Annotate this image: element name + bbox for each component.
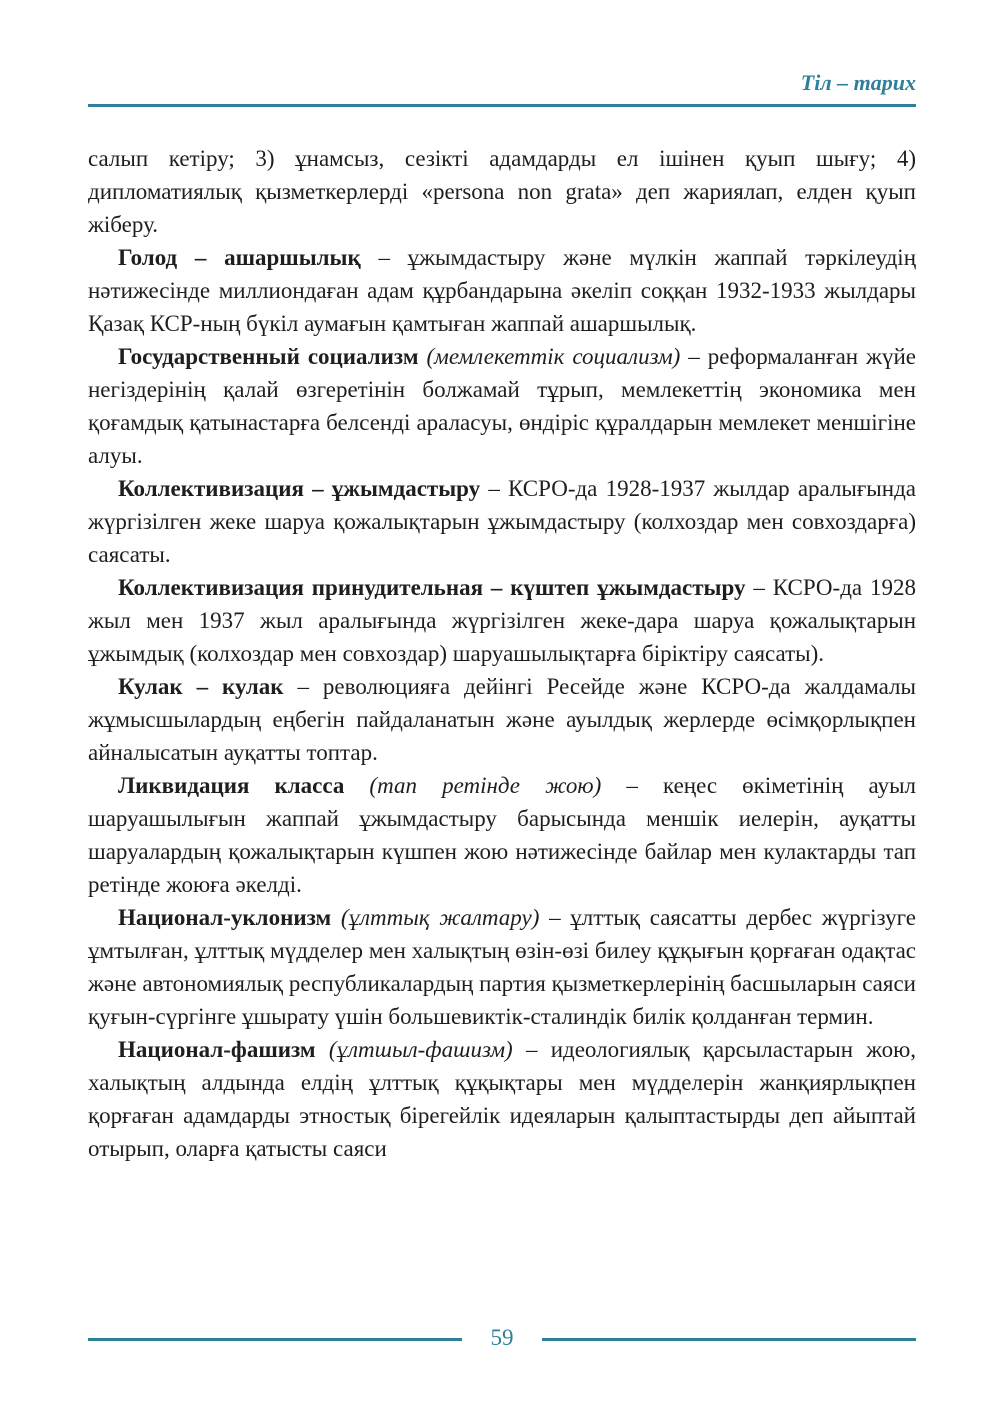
entry-term: Голод – ашаршылық xyxy=(118,245,361,270)
entry-definition: – революцияға дейінгі Ресейде және КСРО-да жалдамалы жұмысшылардың еңбегін пайдаланатын және ауылдық жерлерде өсімқорлықпен айналысатын ауқатты топтар. xyxy=(88,674,916,765)
entry-term: Национал-фашизм xyxy=(118,1037,316,1062)
entry-translation: (тап ретінде жою) xyxy=(344,773,602,798)
glossary-entry xyxy=(88,340,916,472)
page-number: 59 xyxy=(490,1325,514,1350)
entry-term: Государственный социализм xyxy=(118,344,419,369)
entry-term: Коллективизация – ұжымдастыру xyxy=(118,476,481,501)
footer-divider-right xyxy=(542,1338,916,1341)
intro-paragraph: салып кетіру; 3) ұнамсыз, сезікті адамдарды ел ішінен қуып шығу; 4) дипломатиялық қызметкерлерді «persona non grata» деп жариялап, елден қуып жіберу. xyxy=(88,146,916,237)
entry-definition: – идеологиялық қарсыластарын жою, халықтың алдында елдің ұлттық құқықтары мен мүдделерін жанқиярлықпен қорғаған адамдарды этностық бірегейлік идеяларын қалыптастырды деп айыптай отырып, оларға қатысты саяси xyxy=(88,1037,916,1161)
entry-term: Кулак – кулак xyxy=(118,674,284,699)
glossary-content xyxy=(88,142,916,1165)
entry-translation: (мемлекеттік социализм) xyxy=(418,344,681,369)
glossary-entry xyxy=(88,472,916,571)
glossary-entry xyxy=(88,241,916,340)
entry-definition: – КСРО-да 1928 жыл мен 1937 жыл аралығында жүргізілген жеке-дара шаруа қожалықтарын ұжымдық (колхоздар мен совхоздар) шаруашылықтарға біріктіру саясаты). xyxy=(88,575,916,666)
entry-definition: – ұлттық саясатты дербес жүргізуге ұмтылған, ұлттық мүдделер мен халықтың өзін-өзі билеу құқығын қорғаған одақтас және автономиялық республикалардың партия қызметкерлерінің басшыларын саяси қуғын-сүргінге ұшырату үшін большевиктік-сталиндік билік қолданған термин. xyxy=(88,905,916,1029)
entry-definition: – ұжымдастыру және мүлкін жаппай тәркілеудің нәтижесінде миллиондаған адам құрбандарына әкеліп соққан 1932-1933 жылдары Қазақ КСР-ның бүкіл аумағын қамтыған жаппай ашаршылық. xyxy=(88,245,917,336)
entry-definition: – КСРО-да 1928-1937 жылдар аралығында жүргізілген жеке шаруа қожалықтарын ұжымдастыру (колхоздар мен совхоздарға) саясаты. xyxy=(88,476,916,567)
entry-translation: (ұлттық жалтару) xyxy=(331,905,540,930)
glossary-entry xyxy=(88,571,916,670)
header-divider xyxy=(88,104,916,107)
glossary-entry xyxy=(88,1033,916,1165)
entry-translation: (ұлтшыл-фашизм) xyxy=(315,1037,513,1062)
entry-definition: – кеңес өкіметінің ауыл шаруашылығын жаппай ұжымдастыру барысында меншік иелерін, ауқатты шаруалардың қожалықтарын күшпен жою нәтижесінде байлар мен кулактарды тап ретінде жоюға әкелді. xyxy=(88,773,917,897)
glossary-entry xyxy=(88,901,916,1033)
running-header-title: Тіл – тарих xyxy=(800,70,916,95)
glossary-entry xyxy=(88,769,916,901)
footer-divider-left xyxy=(88,1338,462,1341)
glossary-entry xyxy=(88,670,916,769)
entry-term: Коллективизация принудительная – күштеп ұжымдастыру xyxy=(118,575,746,600)
entry-term: Национал-уклонизм xyxy=(118,905,332,930)
entry-term: Ликвидация класса xyxy=(118,773,345,798)
entry-definition: – реформаланған жүйе негіздерінің қалай өзгеретінін болжамай тұрып, мемлекеттің экономика мен қоғамдық қатынастарға белсенді араласуы, өндіріс құралдарын мемлекет меншігіне алуы. xyxy=(88,344,916,468)
